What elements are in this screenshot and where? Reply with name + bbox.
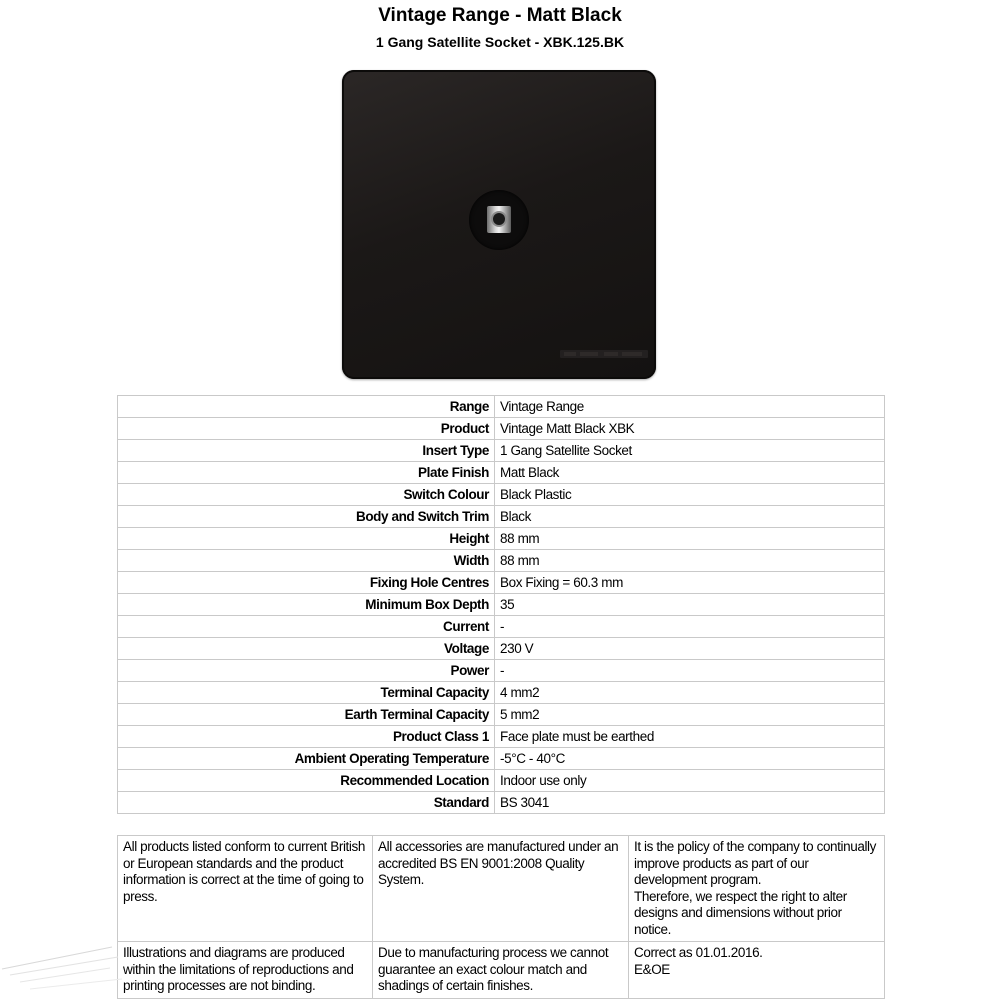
- note-colour-match: Due to manufacturing process we cannot guarantee an exact colour match and shadings of certain finishes.: [373, 942, 629, 999]
- spec-row: [118, 550, 885, 572]
- spec-value: 4 mm2: [495, 682, 885, 704]
- spec-label: Recommended Location: [118, 770, 495, 792]
- spec-value: 88 mm: [495, 528, 885, 550]
- spec-row: [118, 572, 885, 594]
- spec-label: Standard: [118, 792, 495, 814]
- spec-row: [118, 484, 885, 506]
- spec-value: -: [495, 616, 885, 638]
- note-eoe-line: E&OE: [634, 961, 670, 977]
- spec-row: [118, 528, 885, 550]
- spec-value: -: [495, 660, 885, 682]
- spec-row: [118, 616, 885, 638]
- spec-label: Plate Finish: [118, 462, 495, 484]
- brand-logo-mark: [560, 347, 648, 361]
- spec-value: 88 mm: [495, 550, 885, 572]
- product-image: [342, 70, 656, 379]
- spec-label: Fixing Hole Centres: [118, 572, 495, 594]
- spec-label: Earth Terminal Capacity: [118, 704, 495, 726]
- socket-bezel: [469, 190, 529, 250]
- spec-label: Product: [118, 418, 495, 440]
- note-policy: [629, 836, 885, 942]
- spec-value: Face plate must be earthed: [495, 726, 885, 748]
- notes-table: [117, 835, 885, 999]
- spec-row: [118, 462, 885, 484]
- spec-label: Terminal Capacity: [118, 682, 495, 704]
- note-policy-line: It is the policy of the company to continually improve products as part of our development program.: [634, 839, 876, 887]
- spec-label: Insert Type: [118, 440, 495, 462]
- spec-label: Power: [118, 660, 495, 682]
- spec-label: Body and Switch Trim: [118, 506, 495, 528]
- spec-row: [118, 682, 885, 704]
- spec-value: 5 mm2: [495, 704, 885, 726]
- spec-value: -5°C - 40°C: [495, 748, 885, 770]
- spec-row: [118, 418, 885, 440]
- note-correct-as: [629, 942, 885, 999]
- note-quality-system: All accessories are manufactured under an accredited BS EN 9001:2008 Quality System.: [373, 836, 629, 942]
- spec-label: Current: [118, 616, 495, 638]
- spec-row: [118, 396, 885, 418]
- notes-row: [118, 836, 885, 942]
- note-illustrations: Illustrations and diagrams are produced within the limitations of reproductions and printing processes are not binding.: [118, 942, 373, 999]
- spec-label: Minimum Box Depth: [118, 594, 495, 616]
- page-subtitle: 1 Gang Satellite Socket - XBK.125.BK: [375, 34, 625, 50]
- connector-pin: [493, 213, 505, 225]
- spec-row: [118, 594, 885, 616]
- specifications-table: [117, 395, 885, 814]
- spec-value: 1 Gang Satellite Socket: [495, 440, 885, 462]
- spec-row: [118, 660, 885, 682]
- spec-row: [118, 748, 885, 770]
- spec-value: Vintage Matt Black XBK: [495, 418, 885, 440]
- spec-value: 230 V: [495, 638, 885, 660]
- spec-value: Box Fixing = 60.3 mm: [495, 572, 885, 594]
- spec-value: Matt Black: [495, 462, 885, 484]
- note-standards: All products listed conform to current British or European standards and the product information is correct at the time of going to press.: [118, 836, 373, 942]
- spec-row: [118, 792, 885, 814]
- spec-row: [118, 506, 885, 528]
- spec-value: Indoor use only: [495, 770, 885, 792]
- satellite-connector-icon: [487, 206, 511, 233]
- decorative-swoosh: [0, 935, 125, 995]
- spec-value: Vintage Range: [495, 396, 885, 418]
- note-policy-line: Therefore, we respect the right to alter designs and dimensions without prior notice.: [634, 888, 847, 937]
- spec-row: [118, 704, 885, 726]
- spec-label: Product Class 1: [118, 726, 495, 748]
- spec-row: [118, 726, 885, 748]
- spec-row: [118, 770, 885, 792]
- spec-value: Black Plastic: [495, 484, 885, 506]
- spec-row: [118, 440, 885, 462]
- spec-label: Width: [118, 550, 495, 572]
- note-date-line: Correct as 01.01.2016.: [634, 945, 763, 960]
- spec-label: Voltage: [118, 638, 495, 660]
- spec-label: Height: [118, 528, 495, 550]
- spec-value: BS 3041: [495, 792, 885, 814]
- spec-value: Black: [495, 506, 885, 528]
- spec-label: Ambient Operating Temperature: [118, 748, 495, 770]
- spec-label: Switch Colour: [118, 484, 495, 506]
- spec-value: 35: [495, 594, 885, 616]
- spec-label: Range: [118, 396, 495, 418]
- notes-row: [118, 942, 885, 999]
- spec-row: [118, 638, 885, 660]
- page-title: Vintage Range - Matt Black: [378, 5, 622, 26]
